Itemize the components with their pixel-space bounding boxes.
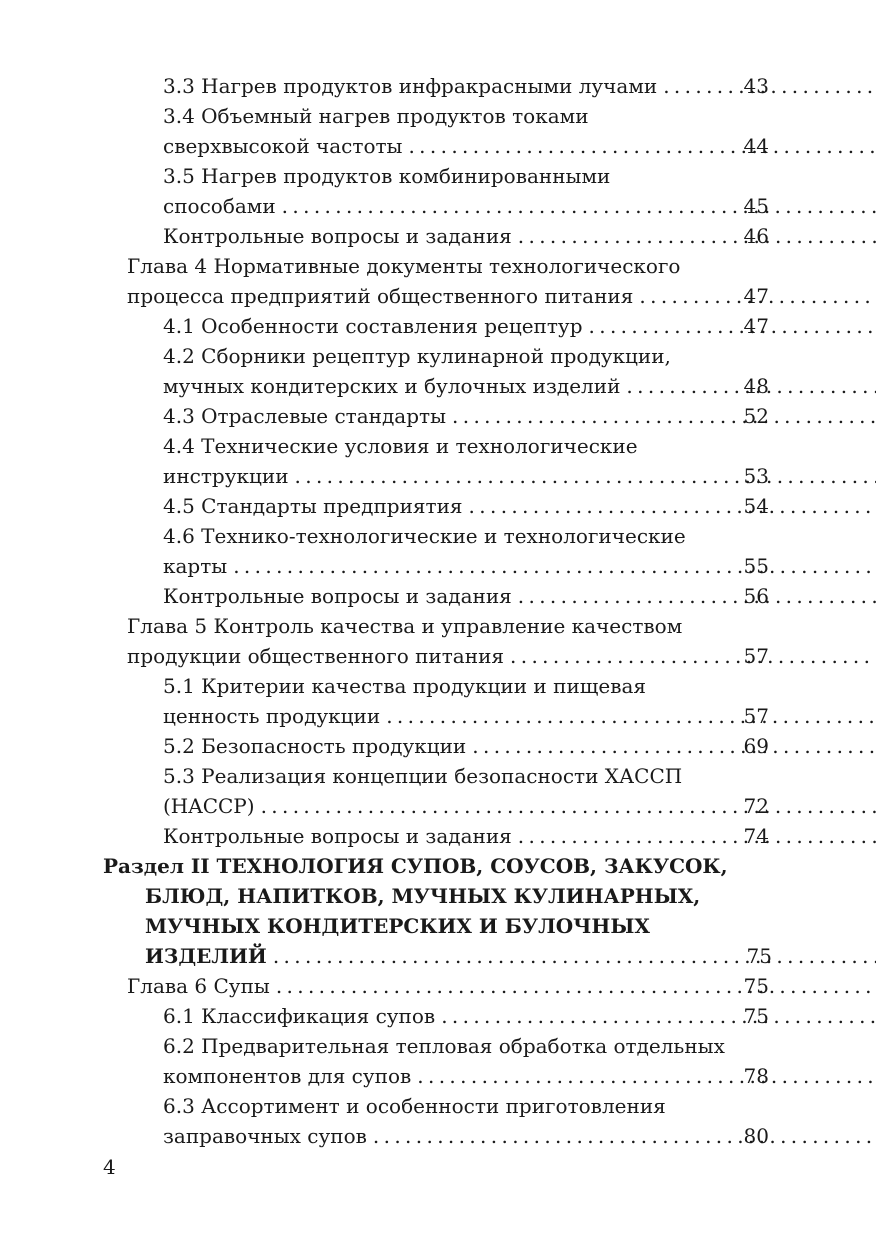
toc-entry-title: 4.2 Сборники рецептур кулинарной продукции, xyxy=(163,344,671,368)
toc-page-number: 56 xyxy=(743,584,769,608)
toc-entry-title-line xyxy=(163,311,768,341)
toc-entry-title-line xyxy=(163,581,768,611)
toc-entry-title: Раздел II ТЕХНОЛОГИЯ СУПОВ, СОУСОВ, ЗАКУСОК, xyxy=(103,854,728,878)
toc-page-number: 43 xyxy=(743,74,769,98)
dot-leader xyxy=(663,74,876,98)
toc-entry-title: 3.4 Объемный нагрев продуктов токами xyxy=(163,104,589,128)
toc-entry xyxy=(0,71,876,101)
dot-leader xyxy=(469,494,876,518)
toc-entry-title: сверхвысокой частоты xyxy=(163,134,403,158)
toc-entry xyxy=(0,581,876,611)
toc-entry-title: 5.3 Реализация концепции безопасности ХАССП xyxy=(163,764,683,788)
toc-entry-title: Контрольные вопросы и задания xyxy=(163,224,512,248)
toc-entry-title-line xyxy=(163,371,768,401)
toc-entry-title: процесса предприятий общественного питания xyxy=(127,284,634,308)
toc-page-number: 53 xyxy=(743,464,769,488)
toc-page-number: 47 xyxy=(743,314,769,338)
toc-entry-title: заправочных супов xyxy=(163,1124,367,1148)
dot-leader xyxy=(295,464,876,488)
dot-leader xyxy=(261,794,876,818)
toc-entry xyxy=(0,401,876,431)
dot-leader xyxy=(518,584,876,608)
toc-entry-title-line xyxy=(163,821,768,851)
toc-entry xyxy=(0,731,876,761)
toc-entry xyxy=(0,521,876,581)
toc-entry xyxy=(0,851,876,971)
toc-entry-title-line xyxy=(163,551,768,581)
toc-entry xyxy=(0,251,876,311)
toc-page-number: 46 xyxy=(743,224,769,248)
toc-page-number: 75 xyxy=(746,944,772,968)
dot-leader xyxy=(472,734,876,758)
dot-leader xyxy=(510,644,876,668)
toc-entry-title: 3.3 Нагрев продуктов инфракрасными лучами xyxy=(163,74,658,98)
toc-entry-title-line xyxy=(163,1121,768,1151)
dot-leader xyxy=(417,1064,876,1088)
toc-entry-title: 3.5 Нагрев продуктов комбинированными xyxy=(163,164,611,188)
toc-entry-title: продукции общественного питания xyxy=(127,644,505,668)
toc-entry xyxy=(0,101,876,161)
toc-entry xyxy=(0,221,876,251)
toc-entry xyxy=(0,671,876,731)
page-number: 4 xyxy=(103,1155,116,1179)
toc-page-number: 57 xyxy=(743,644,769,668)
toc-page-number: 52 xyxy=(743,404,769,428)
toc-entry-title-line xyxy=(127,971,768,1001)
toc-entry-title: мучных кондитерских и булочных изделий xyxy=(163,374,621,398)
toc-entry-title: 4.6 Технико-технологические и технологические xyxy=(163,524,686,548)
dot-leader xyxy=(373,1124,876,1148)
toc-entry xyxy=(0,1091,876,1151)
toc-entry-title-line xyxy=(163,791,768,821)
toc-page-number: 45 xyxy=(743,194,769,218)
table-of-contents xyxy=(0,71,876,1151)
toc-page-number: 72 xyxy=(743,794,769,818)
toc-entry-title-line xyxy=(163,191,768,221)
toc-entry-title: 5.1 Критерии качества продукции и пищевая xyxy=(163,674,646,698)
toc-entry-title-line xyxy=(163,491,768,521)
toc-page-number: 44 xyxy=(743,134,769,158)
toc-entry xyxy=(0,1031,876,1091)
toc-entry xyxy=(0,611,876,671)
toc-entry-title-line xyxy=(163,401,768,431)
toc-entry-title-line xyxy=(163,1061,768,1091)
toc-page-number: 75 xyxy=(743,974,769,998)
dot-leader xyxy=(452,404,876,428)
dot-leader xyxy=(233,554,876,578)
toc-entry-title: ИЗДЕЛИЙ xyxy=(145,944,267,968)
toc-entry-title-line xyxy=(127,281,768,311)
toc-entry-title: карты xyxy=(163,554,228,578)
dot-leader xyxy=(589,314,876,338)
toc-page-number: 80 xyxy=(743,1124,769,1148)
toc-entry-title: 4.5 Стандарты предприятия xyxy=(163,494,463,518)
toc-page-number: 74 xyxy=(743,824,769,848)
toc-entry xyxy=(0,761,876,821)
dot-leader xyxy=(273,944,876,968)
toc-entry-title: инструкции xyxy=(163,464,289,488)
toc-entry xyxy=(0,491,876,521)
toc-entry xyxy=(0,821,876,851)
toc-entry-title: Контрольные вопросы и задания xyxy=(163,824,512,848)
toc-page-number: 69 xyxy=(743,734,769,758)
dot-leader xyxy=(518,824,876,848)
dot-leader xyxy=(282,194,876,218)
toc-entry-title: 4.4 Технические условия и технологические xyxy=(163,434,638,458)
dot-leader xyxy=(408,134,876,158)
toc-entry xyxy=(0,1001,876,1031)
toc-page-number: 48 xyxy=(743,374,769,398)
toc-entry-title-line xyxy=(163,131,768,161)
toc-entry xyxy=(0,341,876,401)
toc-page-number: 55 xyxy=(743,554,769,578)
toc-entry-title: ценность продукции xyxy=(163,704,381,728)
dot-leader xyxy=(518,224,876,248)
toc-page-number: 47 xyxy=(743,284,769,308)
toc-page-number: 78 xyxy=(743,1064,769,1088)
dot-leader xyxy=(441,1004,876,1028)
toc-entry-title-line xyxy=(163,731,768,761)
toc-entry-title: Глава 5 Контроль качества и управление качеством xyxy=(127,614,683,638)
toc-page-number: 54 xyxy=(743,494,769,518)
toc-entry-title-line xyxy=(163,71,768,101)
toc-entry-title: 6.3 Ассортимент и особенности приготовления xyxy=(163,1094,666,1118)
toc-entry-title-line xyxy=(163,1001,768,1031)
dot-leader xyxy=(276,974,876,998)
toc-page-number: 57 xyxy=(743,704,769,728)
toc-entry-title-line xyxy=(163,461,768,491)
toc-entry xyxy=(0,971,876,1001)
toc-entry-title: способами xyxy=(163,194,276,218)
toc-entry-title-line xyxy=(163,221,768,251)
toc-entry-title: Глава 4 Нормативные документы технологического xyxy=(127,254,681,278)
toc-entry-title: 6.1 Классификация супов xyxy=(163,1004,436,1028)
toc-entry-title: 6.2 Предварительная тепловая обработка отдельных xyxy=(163,1034,725,1058)
toc-entry-title: Глава 6 Супы xyxy=(127,974,270,998)
toc-entry-title: 4.3 Отраслевые стандарты xyxy=(163,404,447,428)
toc-entry-title-line xyxy=(127,641,768,671)
toc-page-number: 75 xyxy=(743,1004,769,1028)
toc-entry-title-line xyxy=(163,701,768,731)
toc-entry-title: 5.2 Безопасность продукции xyxy=(163,734,467,758)
toc-entry-title-line xyxy=(103,941,810,971)
toc-entry-title: МУЧНЫХ КОНДИТЕРСКИХ И БУЛОЧНЫХ xyxy=(145,914,650,938)
toc-entry xyxy=(0,431,876,491)
toc-entry-title: БЛЮД, НАПИТКОВ, МУЧНЫХ КУЛИНАРНЫХ, xyxy=(145,884,701,908)
toc-entry-title: компонентов для супов xyxy=(163,1064,412,1088)
toc-entry-title: Контрольные вопросы и задания xyxy=(163,584,512,608)
toc-entry xyxy=(0,161,876,221)
toc-entry-title: 4.1 Особенности составления рецептур xyxy=(163,314,583,338)
toc-entry xyxy=(0,311,876,341)
toc-entry-title: (HACCP) xyxy=(163,794,255,818)
dot-leader xyxy=(386,704,876,728)
